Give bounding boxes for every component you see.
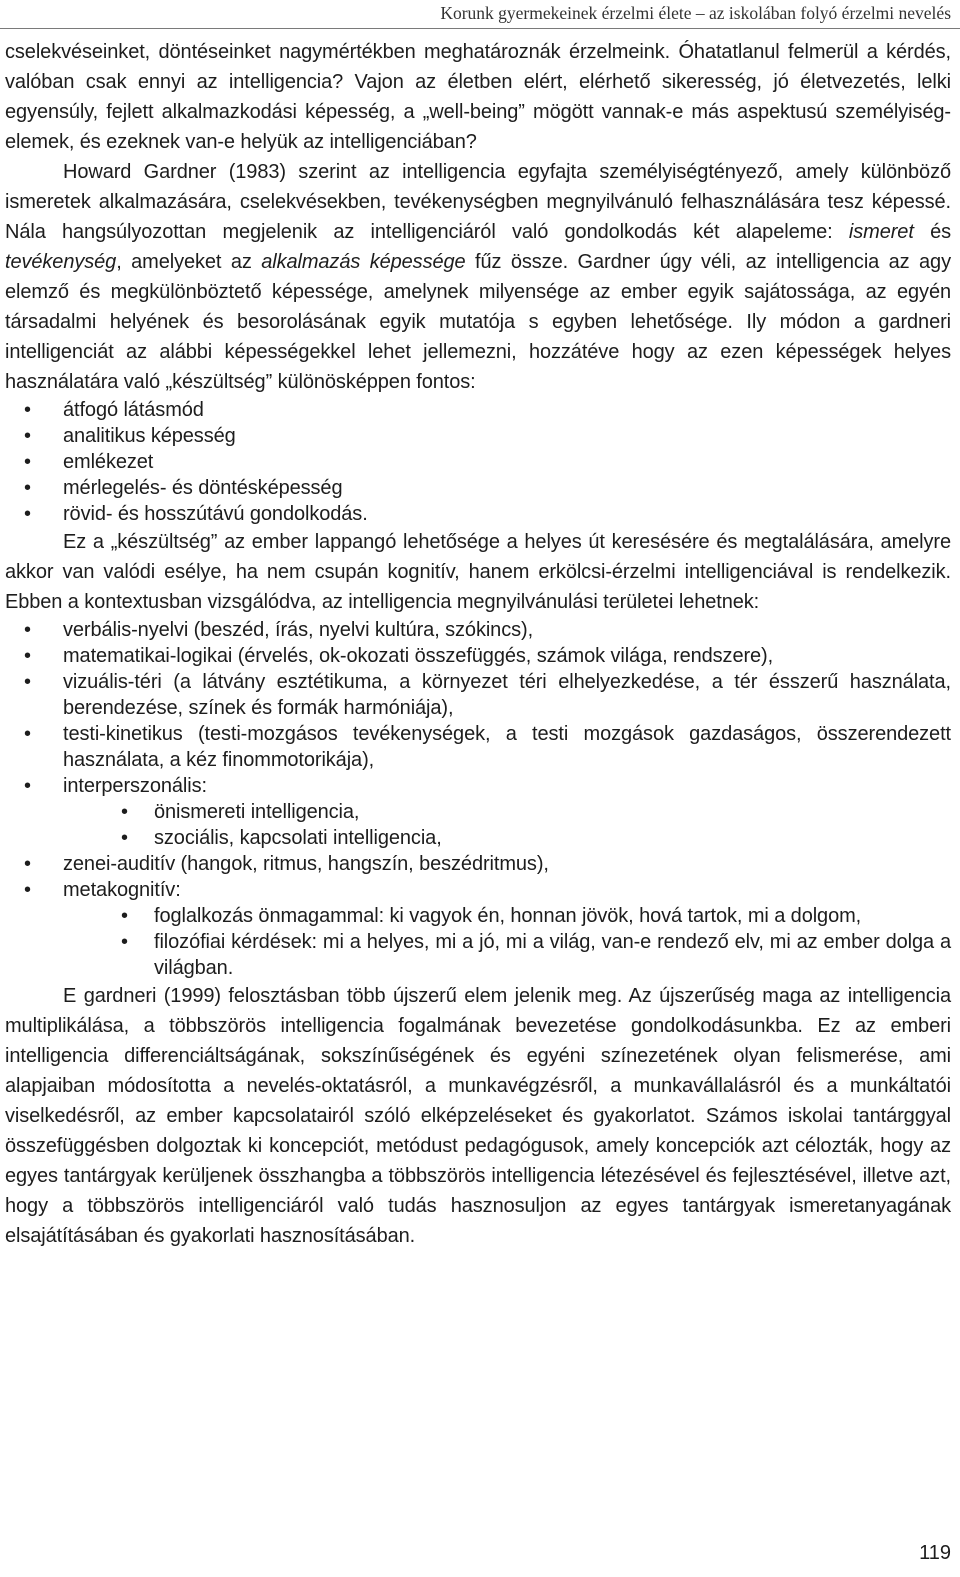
- p2-text-a: Howard Gardner (1983) szerint az intelligencia egyfajta személyiségtényező, amely különböző ismeretek alkalmazására, cselekvésekben, tevékenységben megnyilvánuló felhasználására tesz képessé. Nála hangsúlyozottan megjelenik az intelligenciáról való gondolkodás két alapeleme:: [5, 161, 951, 243]
- interpersonal-sublist: [63, 799, 951, 851]
- list-item-visual: • vizuális-téri (a látvány esztétikuma, a környezet téri elhelyezkedése, a tér ésszerű használata, berendezése, színek és formák harmóniája),: [5, 669, 951, 721]
- paragraph-4: E gardneri (1999) felosztásban több újszerű elem jelenik meg. Az újszerűség maga az intelligencia multiplikálása, a többszörös intelligencia fogalmának bevezetése gondolkodásunkba. Ez az emberi intelligencia differenciáltságának, sokszínűségének és egyéni színezetének olyan felismerése, ami alapjaiban módosította a nevelés-oktatásról, a munkavégzésről, a munkavállalásról és a munkáltatói viselkedésről, az ember kapcsolatairól szóló elképzeléseket és gyakorlatot. Számos iskolai tantárggyal összefüggésben dolgoztak ki koncepciót, metódust pedagógusok, amely koncepciók azt célozták, hogy az egyes tantárgyak kerüljenek összhangba a többszörös intelligencia létezésével és fejlesztésével, illetve azt, hogy a többszörös intelligenciáról való tudás hasznosuljon az egyes tantárgyak ismeretanyagának elsajátításában és gyakorlati hasznosításában.: [5, 985, 951, 1247]
- p2-emph-tevekenyseg: tevékenység: [5, 251, 117, 273]
- sublist-item: • önismereti intelligencia,: [63, 799, 951, 825]
- paragraph-2: [5, 157, 951, 397]
- paragraph-3: Ez a „készültség” az ember lappangó lehetősége a helyes út keresésére és megtalálására, amelyre akkor van valódi esélye, ha nem csupán kognitív, hanem erkölcsi-érzelmi intelligenciával is rendelkezik. Ebben a kontextusban vizsgálódva, az intelligencia megnyilvánulási területei lehetnek:: [5, 531, 951, 613]
- sublist-item: • foglalkozás önmagammal: ki vagyok én, honnan jövök, hová tartok, mi a dolgom,: [63, 903, 951, 929]
- list-item: • analitikus képesség: [5, 423, 951, 449]
- p2-text-c: , amelyeket az: [116, 251, 262, 273]
- p2-text-b: és: [913, 221, 951, 243]
- intelligence-areas-list: [5, 617, 951, 981]
- list-item-music: • zenei-auditív (hangok, ritmus, hangszín, beszédritmus),: [5, 851, 951, 877]
- abilities-list: [5, 397, 951, 527]
- list-item: • mérlegelés- és döntésképesség: [5, 475, 951, 501]
- p2-emph-alkalmazas: alkalmazás képessége: [261, 251, 466, 273]
- list-item: • emlékezet: [5, 449, 951, 475]
- paragraph-1: cselekvéseinket, döntéseinket nagymértékben meghatároznák érzelmeink. Óhatatlanul felmerül a kérdés, valóban csak ennyi az intelligencia? Vajon az életben elért, elérhető sikeresség, jó életvezetés, lelki egyensúly, fejlett alkalmazkodási képesség, a „well-being” mögött vannak-e más aspektusú személyiség-elemek, és ezeknek van-e helyük az intelligenciában?: [5, 41, 951, 153]
- p2-emph-ismeret: ismeret: [848, 221, 914, 243]
- list-item: • átfogó látásmód: [5, 397, 951, 423]
- list-item-kinetic: • testi-kinetikus (testi-mozgásos tevékenységek, a testi mozgások gazdaságos, összerendezett használata, a kéz finommotorikája),: [5, 721, 951, 773]
- running-head: Korunk gyermekeinek érzelmi élete – az iskolában folyó érzelmi nevelés: [440, 3, 951, 23]
- page-body: [5, 37, 951, 1251]
- list-item-metacognitive-label: metakognitív:: [63, 879, 181, 901]
- list-item-interpersonal-label: interperszonális:: [63, 775, 207, 797]
- page-number: 119: [919, 1542, 951, 1564]
- sublist-item: • filozófiai kérdések: mi a helyes, mi a jó, mi a világ, van-e rendező elv, mi az ember dolga a világban.: [63, 929, 951, 981]
- list-item-interpersonal: [5, 773, 951, 851]
- header-rule: [0, 28, 960, 29]
- list-item-verbal: • verbális-nyelvi (beszéd, írás, nyelvi kultúra, szókincs),: [5, 617, 951, 643]
- p2-text-d: fűz össze. Gardner úgy véli, az intelligencia az agy elemző és megkülönböztető képessége, amelynek milyensége az ember egyik sajátossága, az egyén társadalmi helyének és besorolásának egyik mutatója s egyben lehetősége. Ily módon a gardneri intelligenciát az alábbi képességekkel lehet jellemezni, hozzátéve hogy az ezen képességek helyes használatára való „készültség” különösképpen fontos:: [5, 251, 951, 393]
- list-item-math: • matematikai-logikai (érvelés, ok-okozati összefüggés, számok világa, rendszere),: [5, 643, 951, 669]
- list-item: • rövid- és hosszútávú gondolkodás.: [5, 501, 951, 527]
- sublist-item: • szociális, kapcsolati intelligencia,: [63, 825, 951, 851]
- metacognitive-sublist: [63, 903, 951, 981]
- list-item-metacognitive: [5, 877, 951, 981]
